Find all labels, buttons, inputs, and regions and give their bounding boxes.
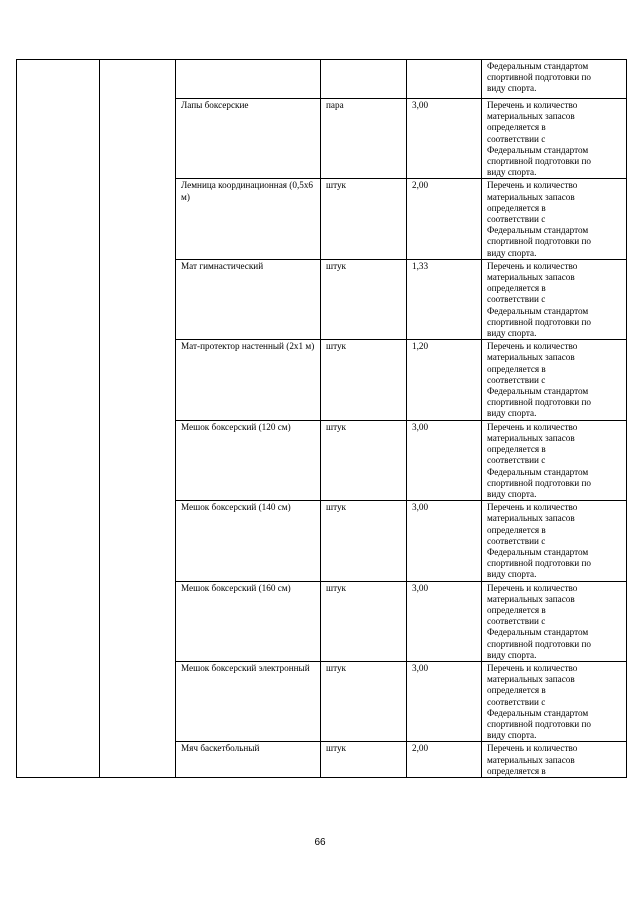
- item-unit: штук: [321, 179, 407, 259]
- item-name: Мешок боксерский (120 см): [176, 420, 321, 500]
- equipment-table: [16, 59, 627, 778]
- item-note: Федеральным стандартом спортивной подготовки по виду спорта.: [482, 60, 627, 99]
- item-unit: штук: [321, 581, 407, 661]
- item-name: Мешок боксерский (140 см): [176, 501, 321, 581]
- item-note: Перечень и количество материальных запасов определяется в соответствии с Федеральным стандартом спортивной подготовки по виду спорта.: [482, 661, 627, 741]
- item-unit: пара: [321, 99, 407, 179]
- item-note: Перечень и количество материальных запасов определяется в соответствии с Федеральным стандартом спортивной подготовки по виду спорта.: [482, 340, 627, 420]
- item-quantity: 1,33: [407, 259, 482, 339]
- item-quantity: 3,00: [407, 581, 482, 661]
- item-name: Мат гимнастический: [176, 259, 321, 339]
- item-name: Мешок боксерский (160 см): [176, 581, 321, 661]
- item-name: Лапы боксерские: [176, 99, 321, 179]
- item-note: Перечень и количество материальных запасов определяется в соответствии с Федеральным стандартом спортивной подготовки по виду спорта.: [482, 501, 627, 581]
- item-name: Мат-протектор настенный (2х1 м): [176, 340, 321, 420]
- table-row: [17, 60, 627, 99]
- item-unit: штук: [321, 742, 407, 778]
- item-unit: штук: [321, 259, 407, 339]
- item-name: [176, 60, 321, 99]
- item-quantity: 3,00: [407, 99, 482, 179]
- item-unit: штук: [321, 340, 407, 420]
- merged-cell-col2: [100, 60, 176, 778]
- item-unit: штук: [321, 501, 407, 581]
- item-quantity: 2,00: [407, 179, 482, 259]
- merged-cell-col1: [17, 60, 100, 778]
- item-quantity: 3,00: [407, 420, 482, 500]
- item-note: Перечень и количество материальных запасов определяется в соответствии с Федеральным стандартом спортивной подготовки по виду спорта.: [482, 420, 627, 500]
- item-note: Перечень и количество материальных запасов определяется в соответствии с Федеральным стандартом спортивной подготовки по виду спорта.: [482, 259, 627, 339]
- item-name: Мешок боксерский электронный: [176, 661, 321, 741]
- item-quantity: 3,00: [407, 501, 482, 581]
- item-unit: [321, 60, 407, 99]
- item-note: Перечень и количество материальных запасов определяется в соответствии с Федеральным стандартом спортивной подготовки по виду спорта.: [482, 179, 627, 259]
- item-quantity: 3,00: [407, 661, 482, 741]
- item-unit: штук: [321, 420, 407, 500]
- item-note: Перечень и количество материальных запасов определяется в соответствии с Федеральным стандартом спортивной подготовки по виду спорта.: [482, 99, 627, 179]
- item-name: Лемница координационная (0,5х6 м): [176, 179, 321, 259]
- item-quantity: 2,00: [407, 742, 482, 778]
- page-number: 66: [314, 837, 326, 848]
- item-note: Перечень и количество материальных запасов определяется в: [482, 742, 627, 778]
- item-quantity: 1,20: [407, 340, 482, 420]
- item-quantity: [407, 60, 482, 99]
- item-note: Перечень и количество материальных запасов определяется в соответствии с Федеральным стандартом спортивной подготовки по виду спорта.: [482, 581, 627, 661]
- item-name: Мяч баскетбольный: [176, 742, 321, 778]
- item-unit: штук: [321, 661, 407, 741]
